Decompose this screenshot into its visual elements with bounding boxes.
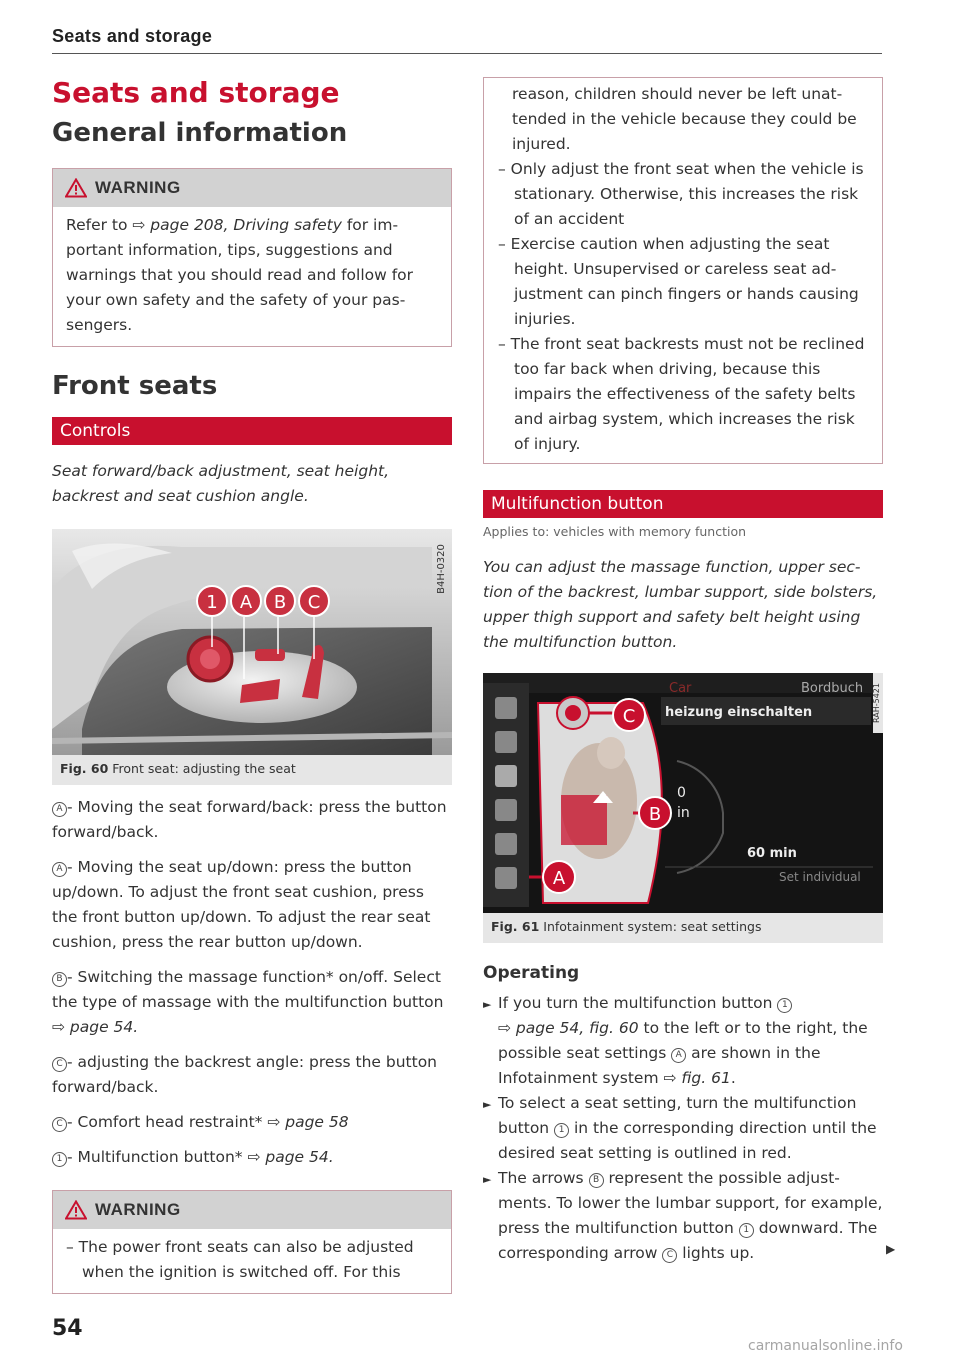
step-text: If you turn the multifunction button bbox=[498, 994, 778, 1012]
callout-a: A bbox=[239, 592, 253, 613]
screen-menu-text: heizung einschalten bbox=[665, 705, 813, 720]
triangle-right-icon: ► bbox=[483, 1173, 492, 1186]
step-text: downward. The corresponding arrow bbox=[498, 1219, 878, 1262]
legend-text: - Moving the seat forward/back: press the button forward/back. bbox=[52, 798, 447, 841]
continue-arrow-icon: ▶ bbox=[886, 1242, 896, 1256]
figure-code: RAH-5421 bbox=[872, 683, 881, 723]
triangle-right-icon: ► bbox=[483, 1098, 492, 1111]
circled-symbol: C bbox=[662, 1248, 677, 1263]
warning-text: for important information, tips, suggestions and warnings that you should read and follow for your own safety and the safety of your passengers. bbox=[66, 216, 414, 334]
multifunction-intro: You can adjust the massage function, upper section of the backrest, lumbar support, side bolsters, upper thigh support and safety belt height using the multifunction button. bbox=[483, 558, 878, 651]
legend-item bbox=[52, 1110, 452, 1135]
screen-dial-top: 0 bbox=[677, 785, 686, 801]
step-text: represent the possible adjustments. To lower the lumbar support, for example, press the multifunction button bbox=[498, 1169, 883, 1237]
infotainment-screen bbox=[483, 673, 883, 913]
operating-steps bbox=[483, 991, 883, 1266]
subsection-title: General information bbox=[52, 118, 348, 148]
controls-bar: Controls bbox=[52, 417, 452, 445]
warning-list-item: – Exercise caution when adjusting the seat height. Unsupervised or careless seat adjustment can pinch fingers or hands causing injuries. bbox=[498, 235, 859, 328]
screen-set-individual: Set individual bbox=[779, 870, 861, 884]
warning-box-continued bbox=[483, 77, 883, 464]
figure-61 bbox=[483, 673, 883, 943]
circled-symbol: B bbox=[52, 972, 67, 987]
running-header: Seats and storage bbox=[52, 26, 882, 54]
screen-bordbuch-label: Bordbuch bbox=[801, 681, 864, 696]
legend-item bbox=[52, 1050, 452, 1100]
callout-a: A bbox=[552, 868, 566, 889]
circled-symbol: A bbox=[52, 802, 67, 817]
driving-safety-link[interactable]: ⇨ page 208, Driving safety bbox=[132, 216, 342, 234]
legend-item bbox=[52, 795, 452, 845]
fig-61-link[interactable]: ⇨ fig. 61 bbox=[663, 1069, 731, 1087]
circled-symbol: A bbox=[52, 862, 67, 877]
step-text: in the corresponding direction until the desired seat setting is outlined in red. bbox=[498, 1119, 877, 1162]
page-54-link[interactable]: ⇨ page 54. bbox=[52, 1018, 139, 1036]
callout-c: C bbox=[622, 706, 636, 727]
warning-header bbox=[53, 169, 451, 207]
screen-time: 60 min bbox=[747, 846, 797, 861]
warning-list-item: – The power front seats can also be adjusted when the ignition is switched off. For this bbox=[66, 1238, 414, 1281]
step-item bbox=[483, 1091, 883, 1166]
legend-item bbox=[52, 1145, 452, 1170]
page-54-fig-60-link[interactable]: ⇨ page 54, fig. 60 bbox=[498, 1019, 639, 1037]
step-text: lights up. bbox=[677, 1244, 755, 1262]
triangle-right-icon: ► bbox=[483, 998, 492, 1011]
figure-caption-text: Front seat: adjusting the seat bbox=[112, 761, 296, 776]
figure-label: Fig. 60 bbox=[60, 761, 109, 776]
step-text: are shown in the Infotainment system bbox=[498, 1044, 821, 1087]
page-number: 54 bbox=[52, 1316, 83, 1341]
warning-list-item: reason, children should never be left unattended in the vehicle because they could be injured. bbox=[512, 85, 857, 153]
legend-text: - Multifunction button* bbox=[67, 1148, 248, 1166]
circled-symbol: C bbox=[52, 1117, 67, 1132]
warning-label: WARNING bbox=[95, 178, 181, 197]
seat-photo-illustration bbox=[52, 529, 452, 755]
warning-triangle-icon bbox=[65, 178, 87, 198]
warning-triangle-icon bbox=[65, 1200, 87, 1220]
circled-symbol: 1 bbox=[777, 998, 792, 1013]
step-text: . bbox=[730, 1069, 736, 1087]
legend-text: - Switching the massage function* on/off. Select the type of massage with the multifunction button bbox=[52, 968, 444, 1011]
figure-caption-text: Infotainment system: seat settings bbox=[543, 919, 762, 934]
warning-text: Refer to bbox=[66, 216, 133, 234]
page-54-link[interactable]: ⇨ page 54. bbox=[247, 1148, 334, 1166]
step-text: The arrows bbox=[498, 1169, 589, 1187]
warning-header bbox=[53, 1191, 451, 1229]
applies-to: Applies to: vehicles with memory function bbox=[483, 524, 747, 539]
circled-symbol: A bbox=[671, 1048, 686, 1063]
controls-intro: Seat forward/back adjustment, seat height, backrest and seat cushion angle. bbox=[52, 462, 390, 505]
step-text: To select a seat setting, turn the multifunction button bbox=[498, 1094, 857, 1137]
step-text: to the left or to the right, the possible seat settings bbox=[498, 1019, 868, 1062]
warning-body bbox=[53, 207, 451, 346]
callout-b: B bbox=[648, 804, 662, 825]
step-item bbox=[483, 1166, 883, 1266]
operating-title: Operating bbox=[483, 963, 580, 983]
figure-60-caption bbox=[52, 755, 452, 785]
warning-body bbox=[53, 1229, 451, 1293]
page-58-link[interactable]: ⇨ page 58 bbox=[267, 1113, 349, 1131]
controls-legend bbox=[52, 795, 452, 1170]
step-item bbox=[483, 991, 883, 1091]
warning-label: WARNING bbox=[95, 1200, 181, 1219]
legend-item bbox=[52, 965, 452, 1040]
figure-label: Fig. 61 bbox=[491, 919, 540, 934]
multifunction-bar: Multifunction button bbox=[483, 490, 883, 518]
screen-car-label: Car bbox=[669, 681, 692, 696]
circled-symbol: C bbox=[52, 1057, 67, 1072]
left-column bbox=[52, 74, 452, 1294]
legend-text: - Moving the seat up/down: press the button up/down. To adjust the front seat cushion, press the front button up/down. To adjust the rear seat cushion, press the rear button up/down. bbox=[52, 858, 431, 951]
section-title: Seats and storage bbox=[52, 76, 340, 109]
circled-symbol: 1 bbox=[52, 1152, 67, 1167]
callout-c: C bbox=[307, 592, 321, 613]
circled-symbol: B bbox=[589, 1173, 604, 1188]
legend-item bbox=[52, 855, 452, 955]
circled-symbol: 1 bbox=[554, 1123, 569, 1138]
figure-code: B4H-0320 bbox=[436, 544, 447, 594]
right-column bbox=[483, 77, 883, 1266]
figure-60 bbox=[52, 529, 452, 785]
circled-symbol: 1 bbox=[739, 1223, 754, 1238]
watermark: carmanualsonline.info bbox=[748, 1338, 903, 1354]
figure-61-caption bbox=[483, 913, 883, 943]
legend-text: - adjusting the backrest angle: press the button forward/back. bbox=[52, 1053, 438, 1096]
warning-list-item: – The front seat backrests must not be reclined too far back when driving, because this impairs the effectiveness of the safety belts and airbag system, which increases the risk of injury. bbox=[498, 335, 865, 453]
front-seats-title: Front seats bbox=[52, 371, 218, 401]
warning-box-seats bbox=[52, 1190, 452, 1294]
seat-controls-photo bbox=[52, 529, 452, 755]
callout-1: 1 bbox=[206, 592, 218, 613]
callout-b: B bbox=[273, 592, 287, 613]
warning-box-general bbox=[52, 168, 452, 347]
warning-body bbox=[484, 78, 882, 463]
screen-dial-bottom: in bbox=[677, 805, 690, 821]
warning-list-item: – Only adjust the front seat when the vehicle is stationary. Otherwise, this increases the risk of an accident bbox=[498, 160, 864, 228]
infotainment-illustration bbox=[483, 673, 883, 913]
legend-text: - Comfort head restraint* bbox=[67, 1113, 268, 1131]
